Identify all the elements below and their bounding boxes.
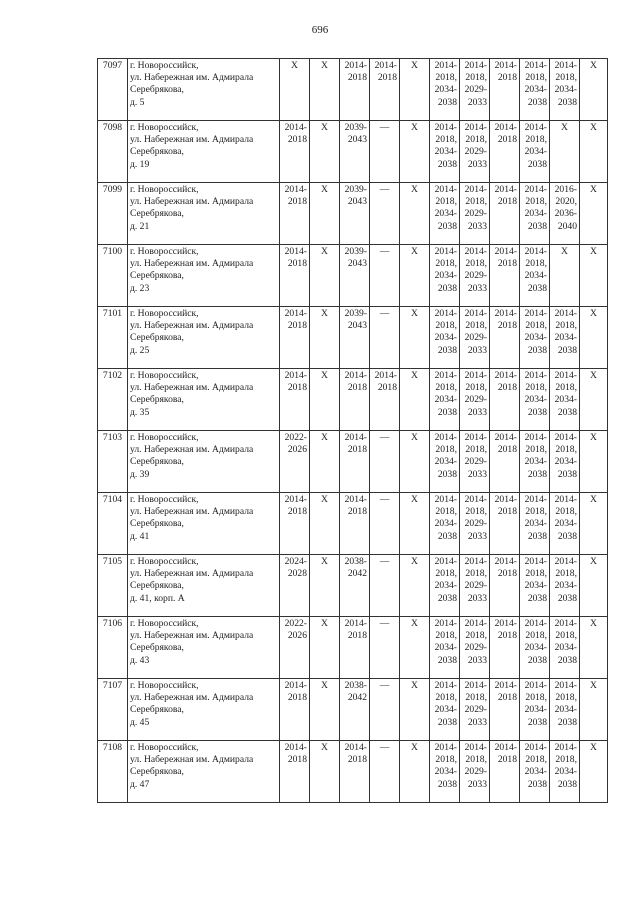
schedule-cell: 2014- 2018, 2034- 2038 xyxy=(520,245,550,307)
schedule-cell: 2014- 2018 xyxy=(490,59,520,121)
schedule-cell: — xyxy=(370,555,400,617)
schedule-cell: Х xyxy=(400,59,430,121)
schedule-cell: 2014- 2018 xyxy=(490,369,520,431)
schedule-cell: Х xyxy=(400,121,430,183)
table-row xyxy=(98,679,608,741)
address-cell: г. Новороссийск, ул. Набережная им. Адмирала Серебрякова, д. 45 xyxy=(128,679,280,741)
schedule-cell: Х xyxy=(310,59,340,121)
address-cell: г. Новороссийск, ул. Набережная им. Адмирала Серебрякова, д. 41 xyxy=(128,493,280,555)
schedule-cell: 2014- 2018, 2029- 2033 xyxy=(460,741,490,803)
schedule-cell: Х xyxy=(310,183,340,245)
address-cell: г. Новороссийск, ул. Набережная им. Адмирала Серебрякова, д. 47 xyxy=(128,741,280,803)
schedule-cell: 2014- 2018, 2034- 2038 xyxy=(550,369,580,431)
schedule-cell: — xyxy=(370,431,400,493)
schedule-cell: 2014- 2018, 2034- 2038 xyxy=(430,617,460,679)
schedule-cell: 2014- 2018, 2034- 2038 xyxy=(550,741,580,803)
address-cell: г. Новороссийск, ул. Набережная им. Адмирала Серебрякова, д. 5 xyxy=(128,59,280,121)
schedule-cell: Х xyxy=(580,307,608,369)
schedule-cell: 2014- 2018, 2034- 2038 xyxy=(430,741,460,803)
address-cell: г. Новороссийск, ул. Набережная им. Адмирала Серебрякова, д. 25 xyxy=(128,307,280,369)
schedule-cell: 2014- 2018 xyxy=(280,493,310,555)
row-number: 7106 xyxy=(98,617,128,679)
schedule-cell: 2014- 2018, 2034- 2038 xyxy=(520,431,550,493)
schedule-cell: 2014- 2018 xyxy=(490,493,520,555)
table-row xyxy=(98,183,608,245)
schedule-cell: 2014- 2018, 2034- 2038 xyxy=(550,679,580,741)
table-row xyxy=(98,741,608,803)
schedule-cell: 2039- 2043 xyxy=(340,183,370,245)
schedule-cell: 2014- 2018, 2029- 2033 xyxy=(460,431,490,493)
schedule-cell: Х xyxy=(280,59,310,121)
schedule-cell: Х xyxy=(310,431,340,493)
schedule-cell: 2039- 2043 xyxy=(340,121,370,183)
schedule-cell: 2039- 2043 xyxy=(340,245,370,307)
row-number: 7103 xyxy=(98,431,128,493)
schedule-cell: 2022- 2026 xyxy=(280,617,310,679)
schedule-cell: Х xyxy=(400,431,430,493)
schedule-cell: Х xyxy=(310,741,340,803)
schedule-cell: Х xyxy=(310,369,340,431)
schedule-cell: 2024- 2028 xyxy=(280,555,310,617)
table-row xyxy=(98,307,608,369)
schedule-cell: Х xyxy=(580,431,608,493)
schedule-cell: 2014- 2018 xyxy=(280,245,310,307)
schedule-cell: — xyxy=(370,121,400,183)
schedule-cell: 2014- 2018 xyxy=(490,307,520,369)
schedule-cell: 2014- 2018, 2034- 2038 xyxy=(520,59,550,121)
schedule-cell: 2014- 2018, 2034- 2038 xyxy=(520,369,550,431)
schedule-cell: 2014- 2018 xyxy=(340,741,370,803)
schedule-cell: — xyxy=(370,245,400,307)
table-row xyxy=(98,555,608,617)
row-number: 7102 xyxy=(98,369,128,431)
schedule-cell: Х xyxy=(310,555,340,617)
schedule-cell: 2014- 2018, 2034- 2038 xyxy=(430,245,460,307)
schedule-cell: 2014- 2018, 2029- 2033 xyxy=(460,245,490,307)
schedule-cell: 2014- 2018 xyxy=(340,59,370,121)
schedule-cell: 2014- 2018, 2029- 2033 xyxy=(460,617,490,679)
schedule-cell: 2014- 2018, 2034- 2038 xyxy=(430,431,460,493)
table-row xyxy=(98,493,608,555)
row-number: 7104 xyxy=(98,493,128,555)
schedule-cell: 2014- 2018, 2034- 2038 xyxy=(430,59,460,121)
schedule-cell: 2014- 2018, 2034- 2038 xyxy=(430,369,460,431)
table-body xyxy=(98,59,608,803)
schedule-cell: 2014- 2018, 2034- 2038 xyxy=(430,121,460,183)
schedule-cell: Х xyxy=(580,493,608,555)
schedule-cell: 2014- 2018, 2034- 2038 xyxy=(550,493,580,555)
schedule-cell: Х xyxy=(580,59,608,121)
schedule-cell: 2038- 2042 xyxy=(340,679,370,741)
row-number: 7097 xyxy=(98,59,128,121)
schedule-cell: 2014- 2018 xyxy=(340,617,370,679)
schedule-cell: — xyxy=(370,617,400,679)
schedule-cell: 2039- 2043 xyxy=(340,307,370,369)
schedule-cell: 2014- 2018, 2029- 2033 xyxy=(460,59,490,121)
schedule-cell: 2014- 2018, 2034- 2038 xyxy=(520,555,550,617)
schedule-cell: 2014- 2018, 2034- 2038 xyxy=(550,307,580,369)
schedule-cell: 2014- 2018, 2029- 2033 xyxy=(460,555,490,617)
schedule-cell: 2014- 2018, 2034- 2038 xyxy=(520,679,550,741)
schedule-cell: 2014- 2018 xyxy=(490,555,520,617)
schedule-cell: 2016- 2020, 2036- 2040 xyxy=(550,183,580,245)
table-row xyxy=(98,431,608,493)
schedule-cell: 2014- 2018 xyxy=(370,369,400,431)
address-cell: г. Новороссийск, ул. Набережная им. Адмирала Серебрякова, д. 19 xyxy=(128,121,280,183)
address-cell: г. Новороссийск, ул. Набережная им. Адмирала Серебрякова, д. 35 xyxy=(128,369,280,431)
schedule-cell: Х xyxy=(310,679,340,741)
schedule-cell: 2014- 2018, 2034- 2038 xyxy=(520,183,550,245)
schedule-cell: Х xyxy=(580,679,608,741)
schedule-cell: 2014- 2018 xyxy=(280,679,310,741)
row-number: 7098 xyxy=(98,121,128,183)
table-row xyxy=(98,369,608,431)
schedule-cell: 2014- 2018 xyxy=(280,121,310,183)
schedule-cell: 2014- 2018, 2034- 2038 xyxy=(550,431,580,493)
table-row xyxy=(98,245,608,307)
row-number: 7100 xyxy=(98,245,128,307)
schedule-cell: — xyxy=(370,741,400,803)
schedule-cell: 2022- 2026 xyxy=(280,431,310,493)
schedule-cell: Х xyxy=(580,555,608,617)
schedule-cell: 2014- 2018, 2034- 2038 xyxy=(430,679,460,741)
schedule-cell: 2014- 2018 xyxy=(490,741,520,803)
row-number: 7107 xyxy=(98,679,128,741)
repair-schedule-table xyxy=(97,58,608,803)
address-cell: г. Новороссийск, ул. Набережная им. Адмирала Серебрякова, д. 21 xyxy=(128,183,280,245)
address-cell: г. Новороссийск, ул. Набережная им. Адмирала Серебрякова, д. 23 xyxy=(128,245,280,307)
schedule-cell: 2014- 2018, 2034- 2038 xyxy=(550,59,580,121)
schedule-cell: 2014- 2018 xyxy=(490,121,520,183)
schedule-cell: 2014- 2018 xyxy=(370,59,400,121)
schedule-cell: Х xyxy=(580,121,608,183)
schedule-cell: Х xyxy=(580,369,608,431)
schedule-cell: Х xyxy=(400,679,430,741)
schedule-cell: Х xyxy=(310,245,340,307)
schedule-cell: Х xyxy=(400,555,430,617)
schedule-cell: 2014- 2018, 2034- 2038 xyxy=(430,555,460,617)
schedule-cell: — xyxy=(370,307,400,369)
row-number: 7105 xyxy=(98,555,128,617)
row-number: 7101 xyxy=(98,307,128,369)
schedule-cell: — xyxy=(370,493,400,555)
schedule-cell: 2014- 2018, 2029- 2033 xyxy=(460,121,490,183)
schedule-cell: Х xyxy=(580,245,608,307)
schedule-cell: 2014- 2018, 2029- 2033 xyxy=(460,183,490,245)
address-cell: г. Новороссийск, ул. Набережная им. Адмирала Серебрякова, д. 41, корп. А xyxy=(128,555,280,617)
schedule-cell: Х xyxy=(310,307,340,369)
schedule-cell: 2014- 2018, 2029- 2033 xyxy=(460,493,490,555)
page-number: 696 xyxy=(311,24,329,36)
schedule-cell: 2014- 2018, 2034- 2038 xyxy=(430,307,460,369)
schedule-cell: Х xyxy=(400,245,430,307)
schedule-cell: 2014- 2018 xyxy=(490,431,520,493)
schedule-cell: Х xyxy=(580,183,608,245)
schedule-cell: 2038- 2042 xyxy=(340,555,370,617)
address-cell: г. Новороссийск, ул. Набережная им. Адмирала Серебрякова, д. 39 xyxy=(128,431,280,493)
schedule-cell: 2014- 2018 xyxy=(490,617,520,679)
schedule-cell: 2014- 2018 xyxy=(280,307,310,369)
schedule-cell: 2014- 2018, 2034- 2038 xyxy=(430,183,460,245)
schedule-cell: Х xyxy=(580,741,608,803)
schedule-cell: Х xyxy=(400,369,430,431)
schedule-cell: 2014- 2018, 2034- 2038 xyxy=(550,555,580,617)
schedule-cell: 2014- 2018, 2029- 2033 xyxy=(460,369,490,431)
schedule-cell: 2014- 2018, 2034- 2038 xyxy=(520,617,550,679)
schedule-cell: Х xyxy=(550,121,580,183)
address-cell: г. Новороссийск, ул. Набережная им. Адмирала Серебрякова, д. 43 xyxy=(128,617,280,679)
schedule-cell: Х xyxy=(400,741,430,803)
schedule-cell: 2014- 2018 xyxy=(280,369,310,431)
table-row xyxy=(98,617,608,679)
row-number: 7108 xyxy=(98,741,128,803)
schedule-cell: 2014- 2018, 2034- 2038 xyxy=(520,121,550,183)
schedule-cell: 2014- 2018, 2034- 2038 xyxy=(550,617,580,679)
schedule-cell: 2014- 2018 xyxy=(340,369,370,431)
schedule-cell: — xyxy=(370,183,400,245)
schedule-cell: 2014- 2018 xyxy=(490,245,520,307)
table-row xyxy=(98,121,608,183)
schedule-cell: 2014- 2018 xyxy=(280,741,310,803)
schedule-cell: Х xyxy=(400,307,430,369)
schedule-cell: Х xyxy=(310,617,340,679)
row-number: 7099 xyxy=(98,183,128,245)
schedule-cell: 2014- 2018, 2034- 2038 xyxy=(520,493,550,555)
schedule-cell: 2014- 2018 xyxy=(490,183,520,245)
schedule-cell: 2014- 2018 xyxy=(280,183,310,245)
table-row xyxy=(98,59,608,121)
schedule-cell: 2014- 2018, 2029- 2033 xyxy=(460,307,490,369)
schedule-cell: 2014- 2018, 2029- 2033 xyxy=(460,679,490,741)
schedule-cell: 2014- 2018, 2034- 2038 xyxy=(430,493,460,555)
schedule-cell: 2014- 2018, 2034- 2038 xyxy=(520,741,550,803)
schedule-cell: Х xyxy=(580,617,608,679)
schedule-cell: Х xyxy=(400,183,430,245)
schedule-cell: Х xyxy=(310,121,340,183)
schedule-cell: — xyxy=(370,679,400,741)
schedule-cell: 2014- 2018 xyxy=(490,679,520,741)
schedule-cell: 2014- 2018 xyxy=(340,431,370,493)
schedule-cell: 2014- 2018 xyxy=(340,493,370,555)
schedule-cell: Х xyxy=(400,617,430,679)
schedule-cell: Х xyxy=(400,493,430,555)
schedule-cell: Х xyxy=(310,493,340,555)
schedule-cell: 2014- 2018, 2034- 2038 xyxy=(520,307,550,369)
schedule-cell: Х xyxy=(550,245,580,307)
